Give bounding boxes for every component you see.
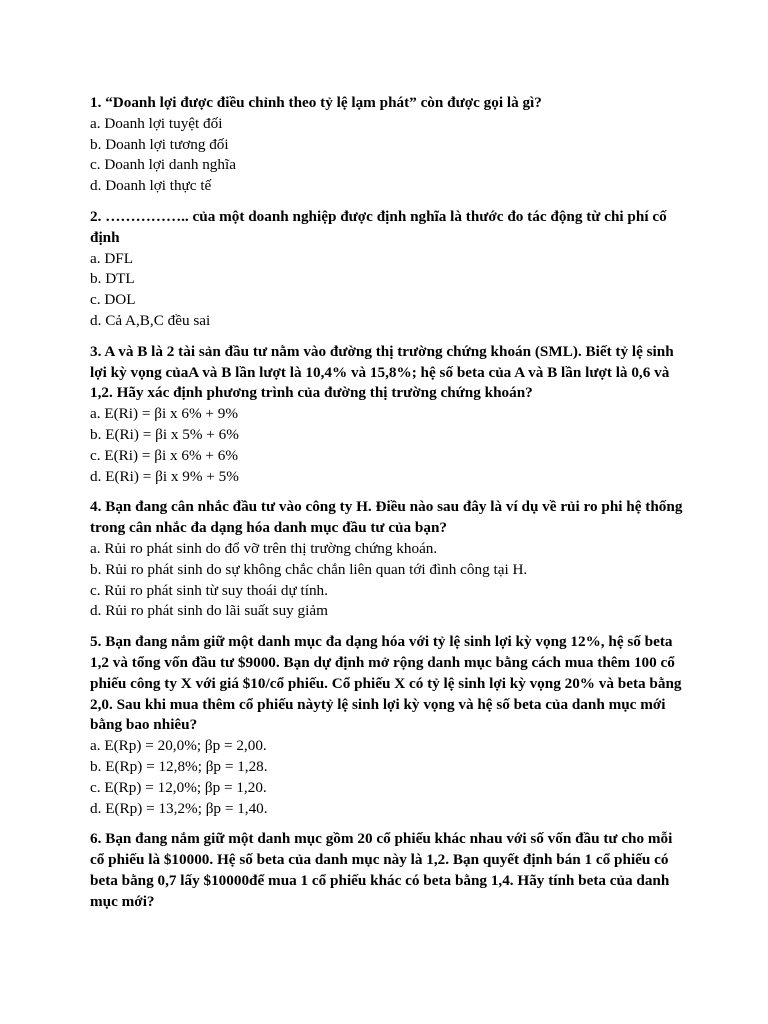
answer-option: b. E(Ri) = βi x 5% + 6%	[90, 425, 239, 443]
answer-option: a. Doanh lợi tuyệt đối	[90, 114, 223, 132]
question-1	[90, 93, 690, 197]
answer-option: c. Rủi ro phát sinh từ suy thoái dự tính.	[90, 581, 328, 599]
question-6	[90, 829, 690, 912]
answer-option: b. Doanh lợi tương đối	[90, 135, 229, 153]
answer-option: b. DTL	[90, 270, 135, 288]
answer-option: a. E(Ri) = βi x 6% + 9%	[90, 405, 239, 423]
document-page	[90, 93, 690, 922]
answer-option: a. DFL	[90, 249, 134, 267]
question-text: 5. Bạn đang nắm giữ một danh mục đa dạng hóa với tỷ lệ sinh lợi kỳ vọng 12%, hệ số beta 1,2 và tổng vốn đầu tư $9000. Bạn dự định mở rộng danh mục bằng cách mua thêm 100 cổ phiếu công ty X với giá $10/cổ phiếu. Cổ phiếu X có tỷ lệ sinh lợi kỳ vọng 20% và beta bằng 2,0. Sau khi mua thêm cổ phiếu nàytỷ lệ sinh lợi kỳ vọng và hệ số beta của danh mục mới bằng bao nhiêu?	[90, 633, 682, 734]
question-text: 2. …………….. của một doanh nghiệp được định nghĩa là thước đo tác động từ chi phí cố định	[90, 207, 667, 246]
answer-option: b. E(Rp) = 12,8%; βp = 1,28.	[90, 757, 268, 775]
answer-option: d. E(Ri) = βi x 9% + 5%	[90, 467, 239, 485]
question-text: 3. A và B là 2 tài sản đầu tư nằm vào đường thị trường chứng khoán (SML). Biết tỷ lệ sinh lợi kỳ vọng củaA và B lần lượt là 10,4% và 15,8%; hệ số beta của A và B lần lượt là 0,6 và 1,2. Hãy xác định phương trình của đường thị trường chứng khoán?	[90, 342, 674, 402]
answer-option: c. DOL	[90, 291, 136, 309]
answer-option: d. Rủi ro phát sinh do lãi suất suy giảm	[90, 602, 328, 620]
answer-option: a. Rủi ro phát sinh do đổ vỡ trên thị trường chứng khoán.	[90, 539, 438, 557]
question-4	[90, 497, 690, 622]
question-text: 1. “Doanh lợi được điều chỉnh theo tỷ lệ lạm phát” còn được gọi là gì?	[90, 94, 542, 111]
answer-option: d. Cả A,B,C đều sai	[90, 311, 211, 329]
question-text: 4. Bạn đang cân nhắc đầu tư vào công ty H. Điều nào sau đây là ví dụ về rủi ro phi hệ thống trong cân nhắc đa dạng hóa danh mục đầu tư của bạn?	[90, 498, 683, 537]
question-3	[90, 342, 690, 488]
question-2	[90, 207, 690, 332]
question-text: 6. Bạn đang nắm giữ một danh mục gồm 20 cổ phiếu khác nhau với số vốn đầu tư cho mỗi cổ phiếu là $10000. Hệ số beta của danh mục này là 1,2. Bạn quyết định bán 1 cổ phiếu có beta bằng 0,7 lấy $10000để mua 1 cổ phiếu khác có beta bằng 1,4. Hãy tính beta của danh mục mới?	[90, 830, 673, 910]
answer-option: a. E(Rp) = 20,0%; βp = 2,00.	[90, 737, 267, 755]
question-5	[90, 632, 690, 819]
answer-option: c. E(Ri) = βi x 6% + 6%	[90, 446, 239, 464]
answer-option: b. Rủi ro phát sinh do sự không chắc chắn liên quan tới đình công tại H.	[90, 560, 528, 578]
answer-option: d. Doanh lợi thực tế	[90, 177, 212, 195]
answer-option: c. Doanh lợi danh nghĩa	[90, 156, 236, 174]
answer-option: d. E(Rp) = 13,2%; βp = 1,40.	[90, 799, 268, 817]
answer-option: c. E(Rp) = 12,0%; βp = 1,20.	[90, 778, 267, 796]
